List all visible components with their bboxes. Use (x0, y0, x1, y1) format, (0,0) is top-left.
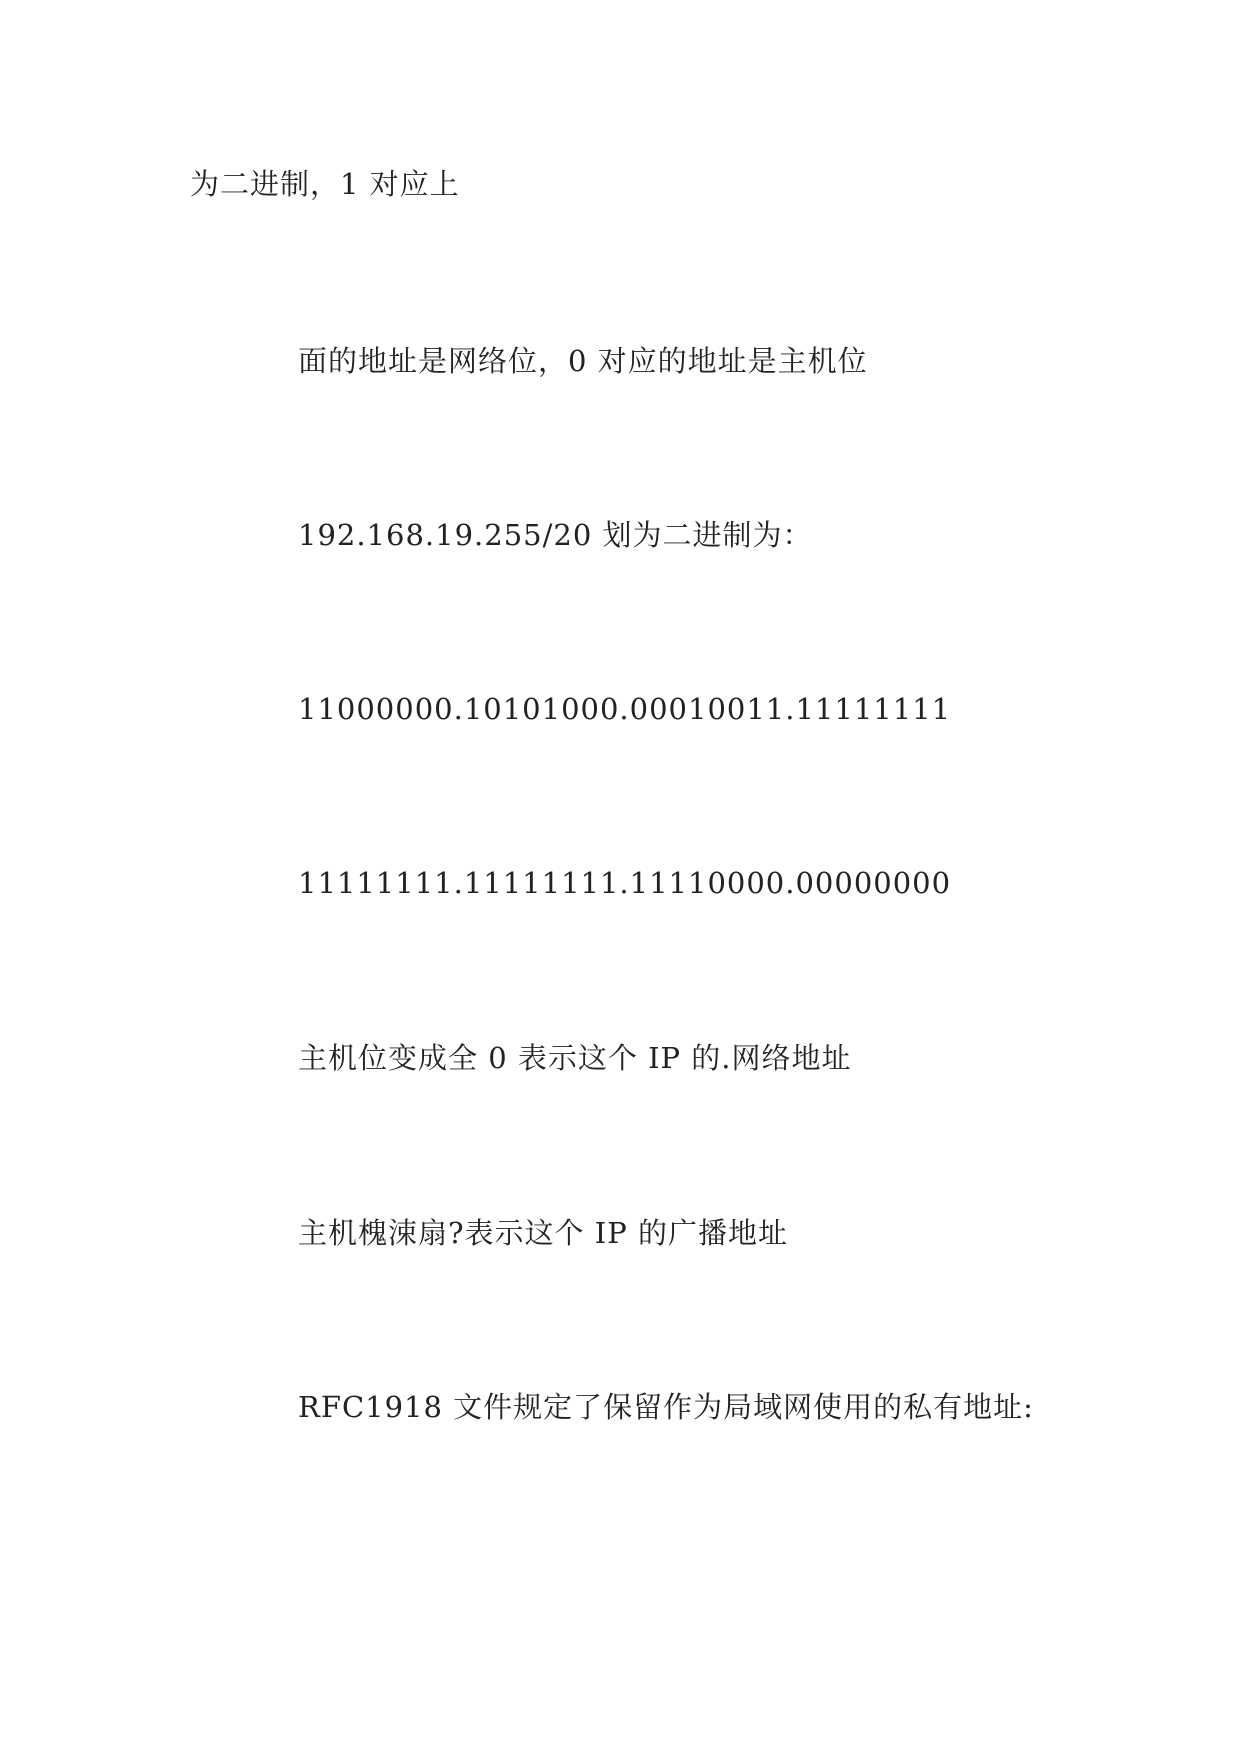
text-line: 主机位变成全 0 表示这个 IP 的.网络地址 (298, 1041, 852, 1075)
text-line: 面的地址是网络位，0 对应的地址是主机位 (298, 344, 868, 378)
text-line: 主机槐涑扇?表示这个 IP 的广播地址 (298, 1216, 788, 1250)
text-line: 为二进制，1 对应上 (190, 167, 460, 201)
binary-address-line: 11000000.10101000.00010011.11111111 (298, 692, 952, 726)
text-line: RFC1918 文件规定了保留作为局域网使用的私有地址: (298, 1390, 1034, 1424)
text-line: 192.168.19.255/20 划为二进制为： (298, 518, 813, 552)
binary-mask-line: 11111111.11111111.11110000.00000000 (298, 866, 952, 900)
